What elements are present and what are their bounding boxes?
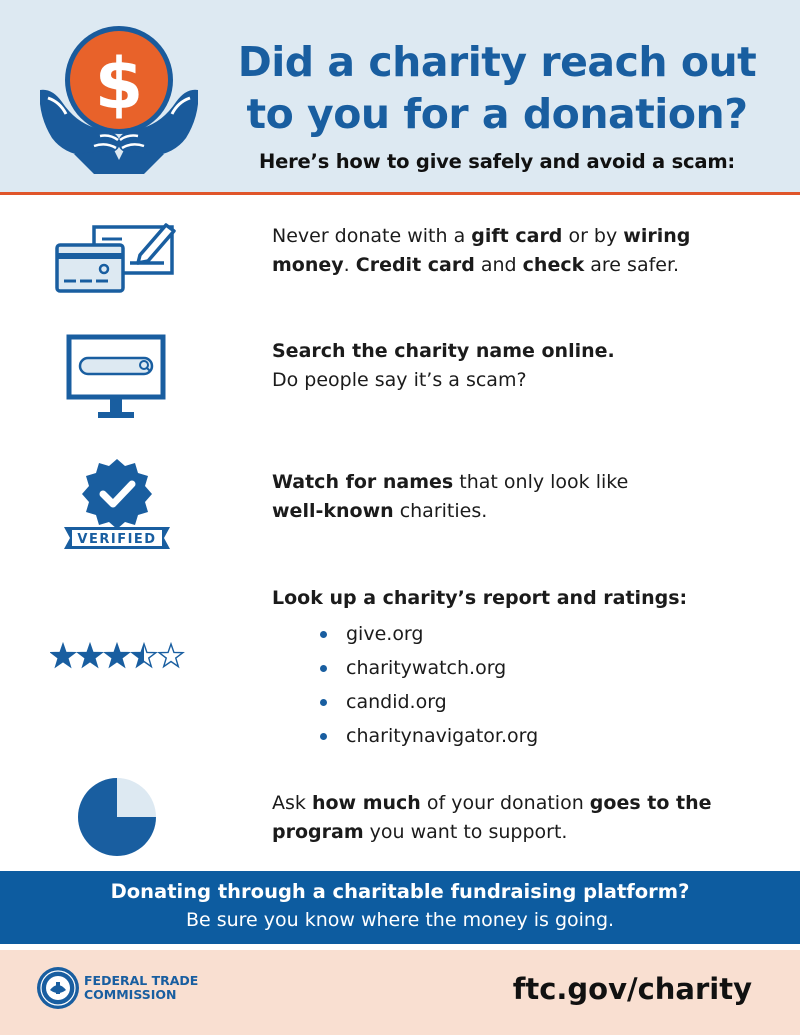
banner-title: Donating through a charitable fundraising platform? <box>110 880 690 903</box>
page-subtitle: Here’s how to give safely and avoid a scam: <box>258 150 736 173</box>
ftc-seal-icon <box>36 966 80 1010</box>
credit-card-and-check-icon <box>54 219 180 295</box>
list-item: charitywatch.org <box>272 651 772 685</box>
platform-banner <box>0 871 800 944</box>
tip-search <box>0 330 800 425</box>
svg-text:$: $ <box>94 43 144 125</box>
tip-search-text: Search the charity name online. Do people say it’s a scam? <box>272 340 615 391</box>
rating-star <box>159 644 183 667</box>
tip-ratings-heading: Look up a charity’s report and ratings: <box>272 587 688 609</box>
tip-program <box>0 772 800 862</box>
verified-label: VERIFIED <box>77 532 157 547</box>
banner-subtitle: Be sure you know where the money is going. <box>185 909 615 931</box>
verified-badge-icon <box>62 457 172 553</box>
tip-names <box>0 455 800 555</box>
page-title: Did a charity reach out to you for a donation? <box>237 38 757 138</box>
tip-program-text: Ask how much of your donation goes to the program you want to support. <box>272 792 712 843</box>
pie-chart-icon <box>76 776 158 858</box>
rating-star <box>51 644 75 667</box>
rating-star <box>132 644 156 667</box>
ftc-url-link[interactable]: ftc.gov/charity <box>512 972 752 1006</box>
list-item: give.org <box>272 617 772 651</box>
star-rating-icon <box>50 642 186 670</box>
list-item: charitynavigator.org <box>272 719 772 753</box>
computer-monitor-search-icon <box>66 334 166 422</box>
ftc-name: FEDERAL TRADE COMMISSION <box>84 973 199 1002</box>
tip-ratings-text <box>272 584 772 753</box>
hands-holding-dollar-coin-icon <box>34 18 204 178</box>
header <box>0 0 800 195</box>
rating-sites-list <box>272 617 772 753</box>
rating-star <box>105 644 129 667</box>
tip-payment-text: Never donate with a gift card or by wiring money. Credit card and check are safer. <box>272 225 691 276</box>
footer <box>0 950 800 1035</box>
list-item: candid.org <box>272 685 772 719</box>
tip-ratings <box>0 582 800 752</box>
rating-star <box>78 644 102 667</box>
tip-payment <box>0 215 800 305</box>
tip-names-text: Watch for names that only look like well-known charities. <box>272 471 629 522</box>
